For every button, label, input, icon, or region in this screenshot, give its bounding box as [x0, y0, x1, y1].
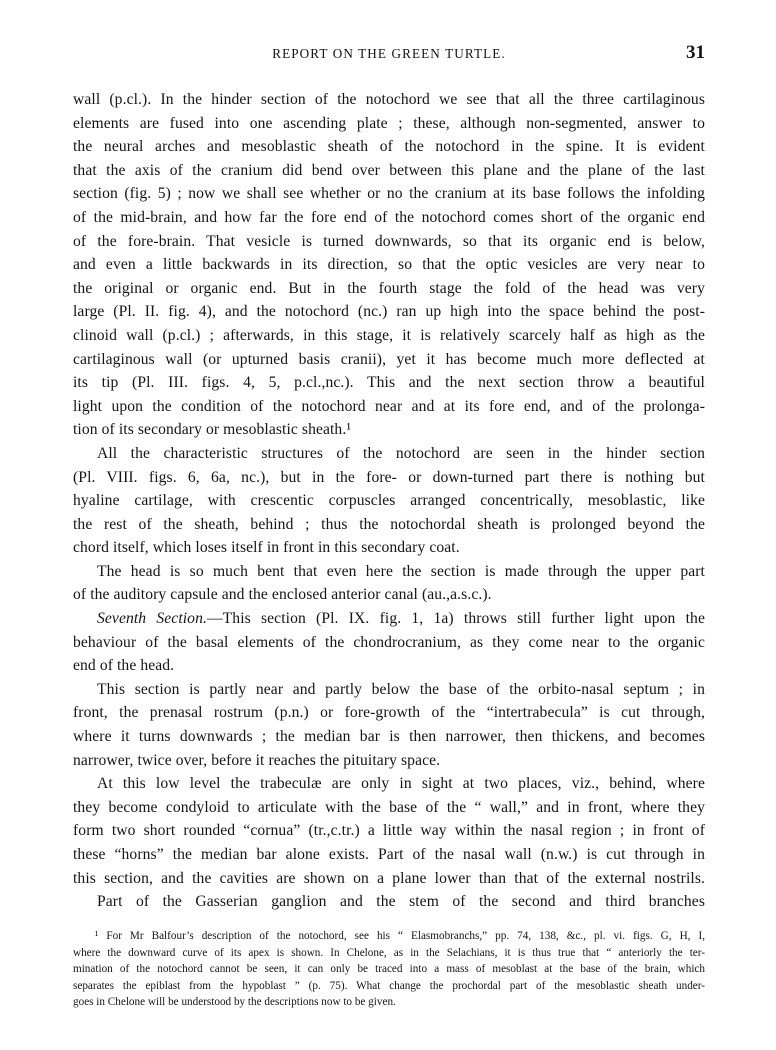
footnote-text: [73, 928, 705, 1011]
text-line: This section is partly near and partly below the base of the orbito-nasal septum ; in: [97, 680, 705, 698]
text-line: large (Pl. II. fig. 4), and the notochord (nc.) ran up high into the space behind the post-: [73, 303, 705, 321]
paragraph: [73, 890, 705, 914]
text-line: that the axis of the cranium did bend over between this plane and the plane of the last: [73, 161, 705, 179]
text-line: end of the head.: [73, 657, 175, 675]
text-line: of the mid-brain, and how far the fore end of the notochord comes short of the organic end: [73, 208, 705, 226]
text-line: front, the prenasal rostrum (p.n.) or fore-growth of the “intertrabecula” is cut through,: [73, 704, 705, 722]
footnote: [73, 928, 705, 1011]
text-line: form two short rounded “cornua” (tr.,c.tr.) a little way within the nasal region ; in front of: [73, 822, 705, 840]
text-line: of the fore-brain. That vesicle is turned downwards, so that its organic end is below,: [73, 232, 705, 250]
paragraph: [73, 678, 705, 772]
page-number: 31: [686, 42, 705, 63]
text-line: these “horns” the median bar alone exists. Part of the nasal wall (n.w.) is cut through in: [73, 846, 705, 863]
footnote-line: goes in Chelone will be understood by the descriptions now to be given.: [73, 996, 396, 1009]
text-span: —This section (Pl. IX. fig. 1, 1a) throws still further light upon the: [206, 610, 705, 628]
page-header: [73, 42, 705, 66]
text-line: and even a little backwards in its direction, so that the optic vesicles are very near to: [73, 256, 705, 274]
section-heading: Seventh Section.: [97, 610, 207, 628]
text-line: hyaline cartilage, with crescentic corpuscles arranged concentrically, mesoblastic, like: [73, 492, 705, 510]
footnote-line: where the downward curve of its apex is shown. In Chelone, as in the Selachians, it is thus true that “ anteriorly the ter-: [73, 946, 705, 959]
text-line: where it turns downwards ; the median bar is then narrower, then thickens, and becomes: [73, 728, 705, 746]
text-line: section (fig. 5) ; now we shall see whether or no the cranium at its base follows the infolding: [73, 185, 705, 203]
text-line: All the characteristic structures of the notochord are seen in the hinder section: [97, 444, 705, 462]
paragraph: [73, 607, 705, 678]
text-line: the original or organic end. But in the fourth stage the fold of the head was very: [73, 279, 705, 297]
text-line: At this low level the trabeculæ are only in sight at two places, viz., behind, where: [97, 775, 705, 793]
text-line: The head is so much bent that even here the section is made through the upper part: [97, 562, 705, 580]
paragraph: [73, 442, 705, 560]
body-text: [73, 88, 705, 914]
footnote-line: ¹ For Mr Balfour’s description of the notochord, see his “ Elasmobranchs,” pp. 74, 138, &c., pl. vi. figs. G, H, I,: [95, 930, 705, 942]
text-line: its tip (Pl. III. figs. 4, 5, p.cl.,nc.). This and the next section throw a beautiful: [73, 374, 705, 392]
paragraph: [73, 772, 705, 890]
text-line: Part of the Gasserian ganglion and the stem of the second and third branches: [97, 893, 705, 911]
text-line: of the auditory capsule and the enclosed anterior canal (au.,a.s.c.).: [73, 586, 492, 604]
paragraph: [73, 560, 705, 607]
footnote-line: mination of the notochord cannot be seen, it can only be traced into a mass of mesoblast at the base of the brain, which: [73, 963, 705, 976]
text-line: (Pl. VIII. figs. 6, 6a, nc.), but in the fore- or down-turned part there is nothing but: [73, 468, 705, 486]
text-line: clinoid wall (p.cl.) ; afterwards, in this stage, it is relatively scarcely half as high as the: [73, 326, 705, 344]
text-line: [73, 607, 705, 631]
text-line: this section, and the cavities are shown on a plane lower than that of the external nostrils.: [73, 869, 705, 887]
text-line: wall (p.cl.). In the hinder section of the notochord we see that all the three cartilaginous: [73, 91, 705, 108]
text-line: elements are fused into one ascending plate ; these, although non-segmented, answer to: [73, 114, 705, 132]
text-line: cartilaginous wall (or upturned basis cranii), yet it has become much more deflected at: [73, 350, 705, 368]
running-title: REPORT ON THE GREEN TURTLE.: [272, 46, 506, 61]
text-line: behaviour of the basal elements of the chondrocranium, as they come near to the organic: [73, 633, 705, 651]
paragraph: [73, 88, 705, 442]
text-line: the rest of the sheath, behind ; thus the notochordal sheath is prolonged beyond the: [73, 515, 705, 533]
text-line: the neural arches and mesoblastic sheath of the notochord in the spine. It is evident: [73, 138, 705, 156]
footnote-line: separates the epiblast from the hypoblast ” (p. 75). What change the prochordal part of the mesoblastic sheath under-: [73, 979, 705, 992]
text-line: narrower, twice over, before it reaches the pituitary space.: [73, 751, 441, 769]
text-line: they become condyloid to articulate with the base of the “ wall,” and in front, where they: [73, 798, 705, 816]
text-line: light upon the condition of the notochord near and at its fore end, and of the prolonga-: [73, 397, 705, 415]
text-line: tion of its secondary or mesoblastic sheath.¹: [73, 421, 352, 439]
text-line: chord itself, which loses itself in front in this secondary coat.: [73, 539, 460, 557]
